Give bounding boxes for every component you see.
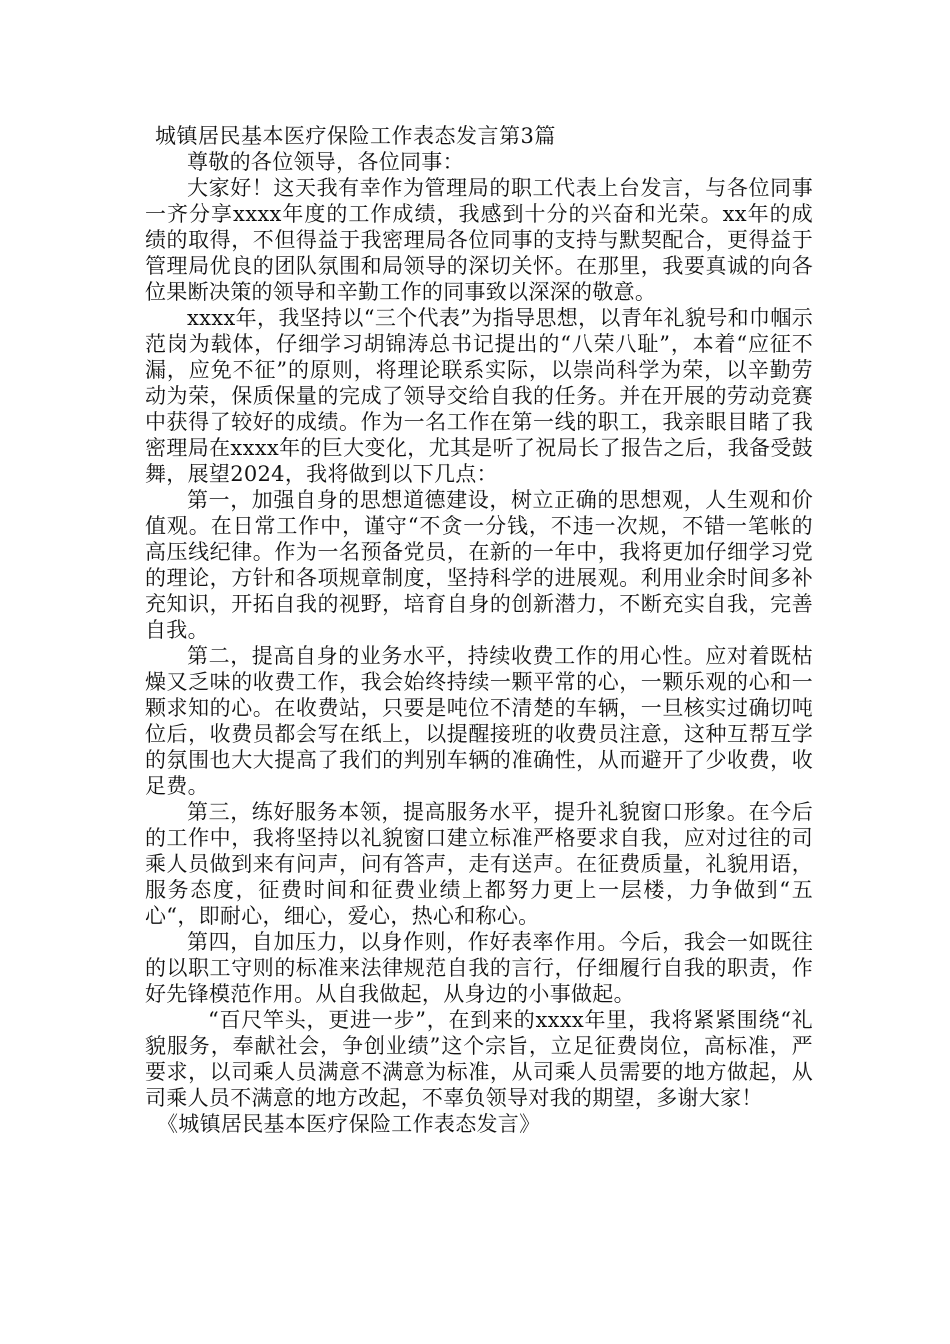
- paragraph-review: xxxx年，我坚持以“三个代表”为指导思想，以青年礼貌号和巾帼示范岗为载体，仔细学习胡锦涛总书记提出的“八荣八耻”，本着“应征不漏，应免不征”的原则，将理论联系实际，以崇尚科学为荣，以辛勤劳动为荣，保质保量的完成了领导交给自我的任务。并在开展的劳动竞赛中获得了较好的成绩。作为一名工作在第一线的职工，我亲眼目睹了我密理局在xxxx年的巨大变化，尤其是听了祝局长了报告之后，我备受鼓舞，展望2024，我将做到以下几点：: [145, 306, 813, 486]
- paragraph-conclusion: “百尺竿头，更进一步”，在到来的xxxx年里，我将紧紧围绕“礼貌服务，奉献社会，争创业绩”这个宗旨，立足征费岗位，高标准，严要求，以司乘人员满意不满意为标准，从司乘人员需要的地方做起，从司乘人员不满意的地方改起，不辜负领导对我的期望，多谢大家！: [145, 1008, 813, 1110]
- salutation: 尊敬的各位领导，各位同事：: [187, 150, 464, 174]
- paragraph-point-two: 第二，提高自身的业务水平，持续收费工作的用心性。应对着既枯燥又乏味的收费工作，我会始终持续一颗平常的心，一颗乐观的心和一颗求知的心。在收费站，只要是吨位不清楚的车辆，一旦核实过确切吨位后，收费员都会写在纸上，以提醒接班的收费员注意，这种互帮互学的氛围也大大提高了我们的判别车辆的准确性，从而避开了少收费，收足费。: [145, 644, 813, 798]
- paragraph-point-one: 第一，加强自身的思想道德建设，树立正确的思想观，人生观和价值观。在日常工作中，谨守“不贪一分钱，不违一次规，不错一笔帐的高压线纪律。作为一名预备党员，在新的一年中，我将更加仔细学习党的理论，方针和各项规章制度，坚持科学的进展观。利用业余时间多补充知识，开拓自我的视野，培育自身的创新潜力，不断充实自我，完善自我。: [145, 488, 813, 642]
- closing-title: 《城镇居民基本医疗保险工作表态发言》: [157, 1112, 541, 1136]
- document-body: [145, 123, 813, 1137]
- paragraph-greeting: 大家好！这天我有幸作为管理局的职工代表上台发言，与各位同事一齐分享xxxx年度的工作成绩，我感到十分的兴奋和光荣。xx年的成绩的取得，不但得益于我密理局各位同事的支持与默契配合，更得益于管理局优良的团队氛围和局领导的深切关怀。在那里，我要真诚的向各位果断决策的领导和辛勤工作的同事致以深深的敬意。: [145, 176, 813, 304]
- paragraph-point-four: 第四，自加压力，以身作则，作好表率作用。今后，我会一如既往的以职工守则的标准来法律规范自我的言行，仔细履行自我的职责，作好先锋模范作用。从自我做起，从身边的小事做起。: [145, 930, 813, 1006]
- document-title: 城镇居民基本医疗保险工作表态发言第3篇: [155, 124, 556, 148]
- paragraph-point-three: 第三，练好服务本领，提高服务水平，提升礼貌窗口形象。在今后的工作中，我将坚持以礼貌窗口建立标准严格要求自我，应对过往的司乘人员做到来有问声，问有答声，走有送声。在征费质量，礼貌用语，服务态度，征费时间和征费业绩上都努力更上一层楼，力争做到“五心“，即耐心，细心，爱心，热心和称心。: [145, 800, 813, 928]
